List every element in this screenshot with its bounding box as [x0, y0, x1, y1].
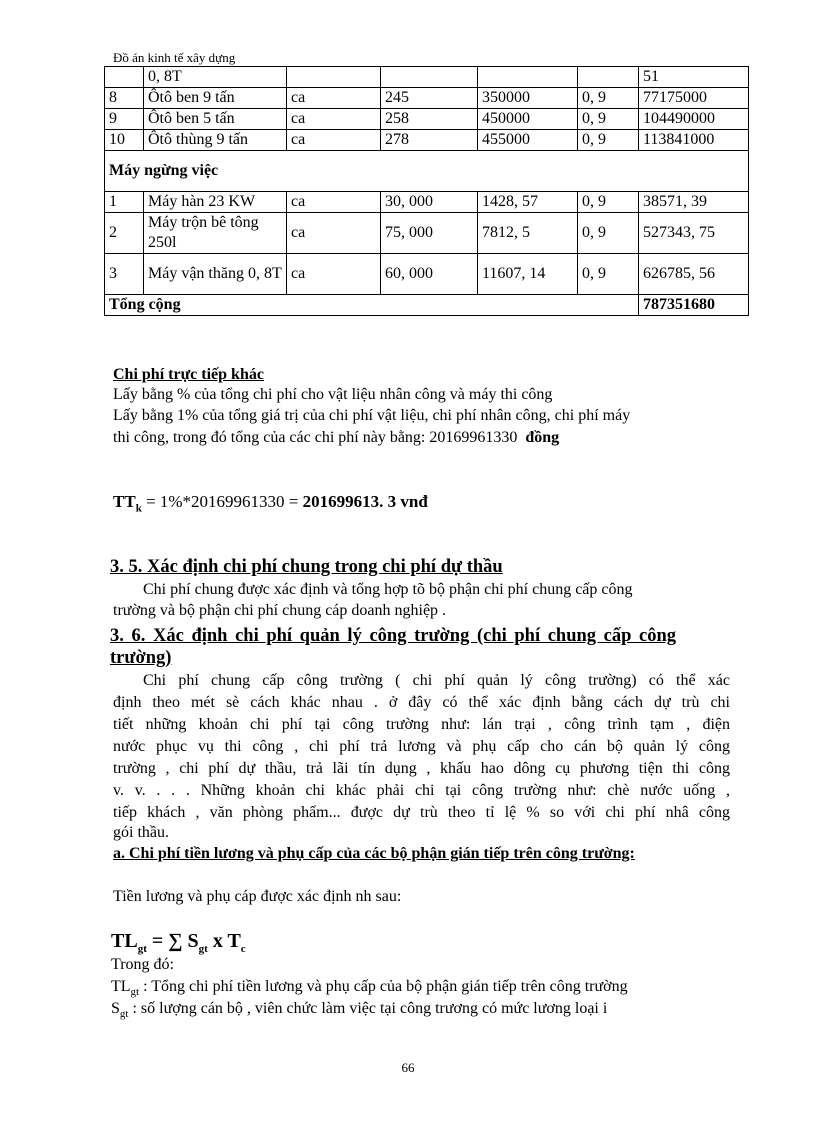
tl-formula: $TL_{gt}$ = ∑ $S_{gt}$ x $T_c$: [111, 930, 246, 955]
section-3-6-line: trường , chi phí dự thầu, trả lãi tín dụng , khấu hao dông cụ phương tiện thi công: [113, 760, 730, 777]
table-cell: ca: [287, 88, 381, 109]
definition-s: $S_{gt}$ : số lượng cán bộ , viên chức làm việc tại công trương có mức lương loại i: [111, 1000, 608, 1021]
table-section-row: [105, 151, 749, 192]
table-cell: 1: [105, 192, 144, 213]
table-cell: 455000: [478, 130, 578, 151]
table-cell: ca: [287, 109, 381, 130]
table-cell: Ôtô ben 5 tấn: [144, 109, 287, 130]
table-cell: ca: [287, 213, 381, 254]
section-3-5-para-1: Chi phí chung được xác định và tổng hợp tõ bộ phận chi phí chung cấp công: [143, 581, 633, 598]
table-row: [105, 130, 749, 151]
table-cell: 75, 000: [381, 213, 478, 254]
page-number: 66: [401, 1060, 415, 1075]
section-3-6-line: định theo mét sè cách khác nhau . ở đây có thể xác định bằng cách dự trù chi: [113, 694, 730, 711]
table-row: [105, 67, 749, 88]
table-cell: 0, 9: [578, 254, 639, 295]
section-3-5-para-2: trường và bộ phận chi phí chung cáp doanh nghiệp .: [113, 602, 447, 619]
table-cell: 10: [105, 130, 144, 151]
table-row: [105, 213, 749, 254]
table-cell: [381, 67, 478, 88]
table-cell: 7812, 5: [478, 213, 578, 254]
section-3-6-heading-1: 3. 6. Xác định chi phí quản lý công trường (chi phí chung cấp công: [110, 626, 677, 646]
section-3-6-line: Chi phí chung cấp công trường ( chi phí quản lý công trường) có thể xác: [143, 672, 730, 689]
table-cell: 30, 000: [381, 192, 478, 213]
table-cell: [478, 67, 578, 88]
table-cell: 0, 8T: [144, 67, 287, 88]
table-cell: 104490000: [639, 109, 749, 130]
table-cell: 3: [105, 254, 144, 295]
table-cell: Máy hàn 23 KW: [144, 192, 287, 213]
trong-do-label: Trong đó:: [111, 956, 174, 973]
section-3-6-line: v. v. . . . Những khoản chi khác phải chi tại công trường như: chè nước uống ,: [113, 782, 730, 799]
other-costs-line-2: Lấy bằng 1% của tổng giá trị của chi phí vật liệu, chi phí nhân công, chi phí máy: [113, 407, 631, 424]
table-cell: 1428, 57: [478, 192, 578, 213]
table-cell: Ôtô ben 9 tấn: [144, 88, 287, 109]
table-cell: 0, 9: [578, 88, 639, 109]
table-row: [105, 254, 749, 295]
table-cell: 60, 000: [381, 254, 478, 295]
table-cell: 350000: [478, 88, 578, 109]
table-cell: Máy vận thăng 0, 8T: [144, 254, 287, 295]
table-cell: ca: [287, 130, 381, 151]
table-cell: 77175000: [639, 88, 749, 109]
table-cell: 113841000: [639, 130, 749, 151]
table-cell: 0, 9: [578, 109, 639, 130]
section-label: Máy ngừng việc: [105, 151, 749, 192]
table-cell: 11607, 14: [478, 254, 578, 295]
table-cell: 626785, 56: [639, 254, 749, 295]
table-cell: [105, 67, 144, 88]
section-3-6-line: nước phục vụ thi công , chi phí trả lương và phụ cấp cho cán bộ quản lý công: [113, 738, 730, 755]
table-row: [105, 109, 749, 130]
total-value: 787351680: [639, 295, 749, 316]
table-cell: [578, 67, 639, 88]
table-cell: 527343, 75: [639, 213, 749, 254]
subsection-a-heading: a. Chi phí tiền lương và phụ cấp của các bộ phận gián tiếp trên công trường:: [113, 845, 635, 862]
definition-tl: $TL_{gt}$ : Tổng chi phí tiền lương và phụ cấp của bộ phận gián tiếp trên công trường: [111, 978, 628, 999]
total-label: Tổng cộng: [105, 295, 639, 316]
table-cell: 450000: [478, 109, 578, 130]
table-cell: 278: [381, 130, 478, 151]
table-row: [105, 88, 749, 109]
machine-cost-table: [104, 66, 749, 316]
table-cell: ca: [287, 192, 381, 213]
other-costs-heading: Chi phí trực tiếp khác: [113, 366, 264, 383]
table-cell: 258: [381, 109, 478, 130]
table-cell: 38571, 39: [639, 192, 749, 213]
section-3-6-line: gói thầu.: [113, 824, 169, 841]
subsection-a-intro: Tiền lương và phụ cáp được xác định nh sau:: [113, 888, 402, 905]
table-cell: 245: [381, 88, 478, 109]
other-costs-line-3: thi công, trong đó tổng của các chi phí này bằng: 20169961330 đồng: [113, 429, 560, 446]
section-3-6-line: tiết những khoản chi phí tại công trường như: lán trại , công trình tạm , điện: [113, 716, 730, 733]
table-cell: 51: [639, 67, 749, 88]
table-total-row: [105, 295, 749, 316]
table-cell: 9: [105, 109, 144, 130]
document-header: Đồ án kinh tế xây dựng: [113, 50, 236, 65]
table-cell: 8: [105, 88, 144, 109]
ttk-formula: $TT_k = 1\%*20169961330 = 201699613$. 3 vnđ: [113, 492, 428, 515]
table-cell: Ôtô thùng 9 tấn: [144, 130, 287, 151]
table-cell: Máy trộn bê tông 250l: [144, 213, 287, 254]
table-cell: 2: [105, 213, 144, 254]
table-cell: ca: [287, 254, 381, 295]
section-3-6-heading-2: trường): [110, 648, 172, 668]
table-cell: [287, 67, 381, 88]
table-cell: 0, 9: [578, 130, 639, 151]
section-3-6-line: tiếp khách , văn phòng phẩm... được dự trù theo tỉ lệ % so với chi phí nhâ công: [113, 804, 730, 821]
table-row: [105, 192, 749, 213]
table-cell: 0, 9: [578, 192, 639, 213]
other-costs-line-1: Lấy bằng % của tổng chi phí cho vật liệu nhân công và máy thi công: [113, 386, 553, 403]
table-cell: 0, 9: [578, 213, 639, 254]
section-3-5-heading: 3. 5. Xác định chi phí chung trong chi phí dự thầu: [110, 557, 503, 577]
